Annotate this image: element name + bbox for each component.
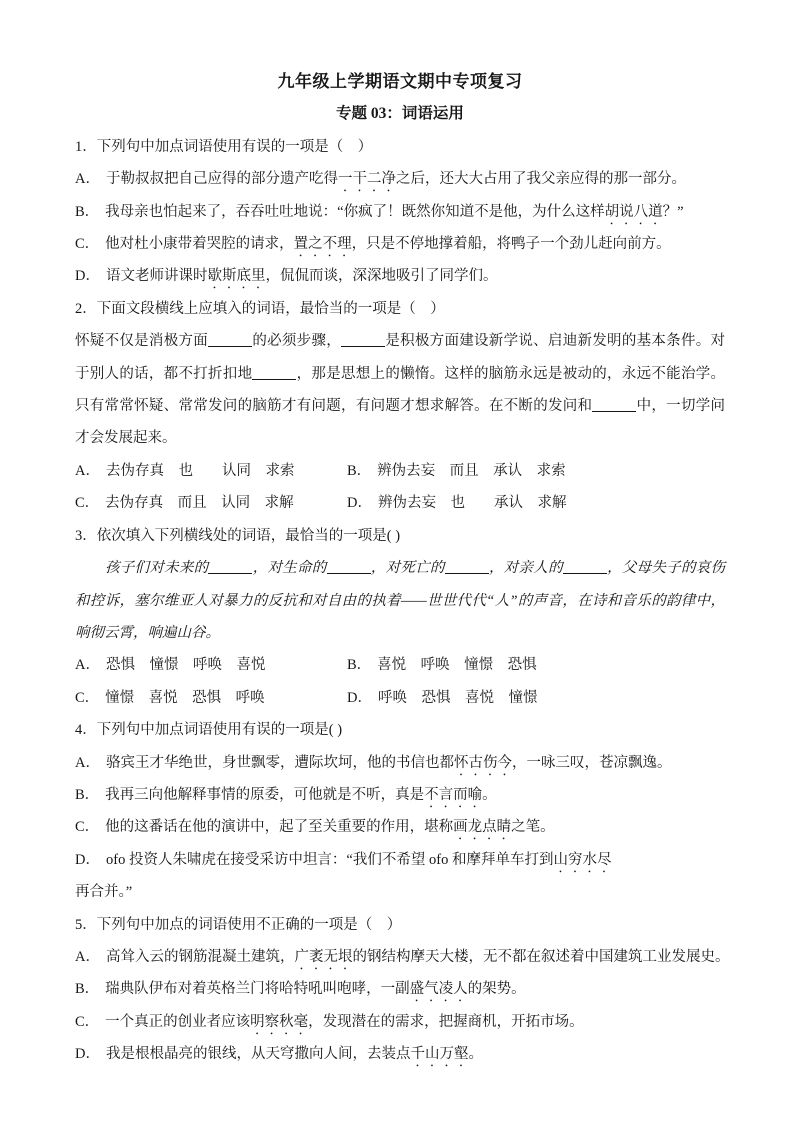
q4-option-b [75,779,725,811]
q5-option-b-label: B． [75,981,100,998]
text-run: ofo 投资人朱啸虎在接受采访中坦言：“我们不希望 ofo 和摩拜单车打到 [105,851,554,868]
q2-option-c-text: 去伪存真 而且 认同 求解 [105,495,294,512]
text-run: ，父母失子的哀伤和控诉，塞尔维亚人对暴力的反抗和对自由的执着——世世代代“人”的声音，在诗和音乐的韵律中，响彻云霄，响遍山谷。 [75,560,726,641]
q1-option-a-label: A． [75,171,100,188]
q4-option-d-label: D． [75,851,100,868]
q5-option-c-label: C． [75,1013,100,1030]
text-run: 我再三向他解释事情的原委，可他就是不听，真是 [105,786,425,803]
text-run: 他的这番话在他的演讲中，起了至关重要的作用，堪称 [105,819,454,836]
text-run: ，那是思想上的懒惰。这样的脑筋永远是被动的，永远不能治学。只有常常怀疑、常常发问的脑筋才有问题，有问题才想求解答。在不断的发问和 [75,365,726,415]
text-run: 怀疑不仅是消极方面 [75,333,209,350]
q1-option-d-label: D． [75,268,100,285]
q2-option-b-text: 辨伪去妄 而且 承认 求索 [377,462,566,479]
text-run: 瑞典队伊布对着英格兰门将哈特吼叫咆哮，一副 [105,981,410,998]
q3-option-c-text: 憧憬 喜悦 恐惧 呼唤 [105,689,265,706]
text-run: 之笔。 [511,819,555,836]
q5-option-b-text [105,981,526,997]
text-run: 。 [468,1046,483,1063]
doc-subtitle: 专题 03：词语运用 [336,105,464,123]
q3-option-c [75,682,347,714]
q4-option-a-label: A． [75,754,100,771]
q2-options-row-1 [75,455,725,487]
emphasized-phrase: 胡说八道 [604,203,663,220]
q5-option-c [75,1006,725,1038]
q2-option-c [75,487,347,519]
q4-option-a-text [106,755,672,771]
q5-option-c-text [105,1014,584,1030]
q2-option-d [347,487,725,519]
text-run: 孩子们对未来的 [105,560,209,577]
emphasized-phrase: 一干二净 [337,171,396,188]
q5-option-a-text [106,949,730,965]
fill-in-blank [341,333,385,347]
q3-option-a [75,649,347,681]
q4-option-b-label: B． [75,786,100,803]
q1-option-c-text [105,236,671,252]
q2-option-d-label: D． [347,495,372,512]
q2-options-row-2 [75,487,725,519]
q3-option-a-text: 恐惧 憧憬 呼唤 喜悦 [105,657,266,674]
doc-title: 九年级上学期语文期中专项复习 [277,72,523,91]
q4-option-c-text [105,819,555,835]
text-run: ，对亲人的 [488,560,563,577]
q4-option-c [75,811,725,843]
q5-option-d-text [106,1046,483,1062]
fill-in-blank [208,333,252,347]
q1-option-b-text [105,204,683,220]
q3-option-d-label: D． [347,689,372,706]
text-run: 他对杜小康带着哭腔的请求， [105,236,294,253]
q2-option-b [347,455,725,487]
fill-in-blank [252,366,296,380]
q2-option-a-text: 去伪存真 也 认同 求索 [105,462,295,479]
q3-options-row-1 [75,649,725,681]
q1-option-b [75,196,725,228]
emphasized-phrase: 画龙点睛 [453,819,512,836]
emphasized-phrase: 歇斯底里 [207,268,266,285]
fill-in-blank [445,560,489,574]
q3-options-row-2 [75,682,725,714]
text-run: 我母亲也怕起来了，吞吞吐吐地说：“你疯了！既然你知道不是他，为什么这样 [105,203,605,220]
q3-option-b-label: B． [347,657,372,674]
fill-in-blank [208,560,252,574]
emphasized-phrase: 明察秋毫 [250,1013,309,1030]
q2-option-b-label: B． [347,462,372,479]
emphasized-phrase: 怀古伤今 [453,754,512,771]
q3-stem: 3．依次填入下列横线处的词语，最恰当的一项是( ) [75,527,401,544]
q1-option-c-label: C． [75,236,100,253]
q1-option-b-label: B． [75,203,100,220]
q1-option-a-text [106,171,686,187]
q3-option-b-text: 喜悦 呼唤 憧憬 恐惧 [377,657,537,674]
q4-option-b-text [105,787,497,803]
fill-in-blank [592,398,636,412]
q4-option-d-continuation: 再合并。” [75,884,133,901]
text-run: ，侃侃而谈，深深地吸引了同学们。 [265,268,498,285]
q2-option-a-label: A． [75,462,100,479]
text-run: 一个真正的创业者应该 [105,1013,251,1030]
q2-option-c-label: C． [75,495,100,512]
text-run: 之后，还大大占用了我父亲应得的那一部分。 [395,171,686,188]
q2-passage [75,325,725,455]
text-run: ，对死亡的 [370,560,445,577]
text-run: ，一咏三叹，苍凉飘逸。 [511,754,672,771]
text-run: 高耸入云的钢筋混凝土建筑， [105,948,295,965]
text-run: 于勒叔叔把自己应得的部分遗产吃得 [105,171,338,188]
q5-option-d-label: D． [75,1046,100,1063]
text-run: 的架势。 [467,981,526,998]
q5-option-a [75,941,730,973]
emphasized-phrase: 山穷水尽 [553,851,612,868]
q4-option-d [75,844,725,876]
q1-option-c [75,228,725,260]
q3-option-b [347,649,725,681]
q2-stem: 2．下面文段横线上应填入的词语，最恰当的一项是（ ） [75,300,445,317]
text-run: ？” [662,203,684,220]
q4-option-a [75,747,725,779]
q5-option-d [75,1038,725,1070]
q2-option-a [75,455,347,487]
q3-passage [75,552,725,649]
q3-option-d-text: 呼唤 恐惧 喜悦 憧憬 [377,689,538,706]
text-run: ，发现潜在的需求，把握商机，开拓市场。 [308,1013,584,1030]
text-run: 语文老师讲课时 [105,268,208,285]
q2-option-d-text: 辨伪去妄 也 承认 求解 [377,495,567,512]
q1-option-d-text [106,268,498,284]
text-run: 是积极方面建设新学说、启迪新发明的基本条件。对于别人的话，都不打折扣地 [75,333,726,382]
text-run: ，只是不停地撑着船，将鸭子一个劲儿赶向前方。 [351,236,671,253]
q3-option-d [347,682,725,714]
text-run: 。 [482,786,497,803]
emphasized-phrase: 盛气凌人 [409,981,468,998]
text-run: 的必须步骤， [252,333,342,350]
fill-in-blank [563,560,607,574]
q3-option-a-label: A． [75,657,100,674]
text-run: 我是根根晶亮的银线，从天穹撒向人间，去装点 [105,1046,411,1063]
q1-stem: 1．下列句中加点词语使用有误的一项是（ ） [75,138,373,155]
q1-option-a [75,163,725,195]
q4-stem: 4．下列句中加点词语使用有误的一项是( ) [75,722,343,739]
q4-option-c-label: C． [75,819,100,836]
q5-option-a-label: A． [75,948,100,965]
q4-option-d-text [106,852,611,868]
emphasized-phrase: 不言而喻 [424,786,483,803]
text-run: ，对生命的 [252,560,327,577]
emphasized-phrase: 广袤无垠 [294,948,353,965]
q3-option-c-label: C． [75,689,100,706]
text-run: 骆宾王才华绝世，身世飘零，遭际坎坷，他的书信也都 [105,754,454,771]
emphasized-phrase: 置之不理 [293,236,352,253]
emphasized-phrase: 千山万壑 [410,1046,469,1063]
q1-option-d [75,260,725,292]
q5-stem: 5．下列句中加点的词语使用不正确的一项是（ ） [75,916,402,933]
text-run: 的钢结构摩天大楼，无不都在叙述着中国建筑工业发展史。 [352,948,730,965]
q5-option-b [75,973,725,1005]
text-run: 中，一切学问才会发展起来。 [75,398,726,447]
fill-in-blank [327,560,371,574]
